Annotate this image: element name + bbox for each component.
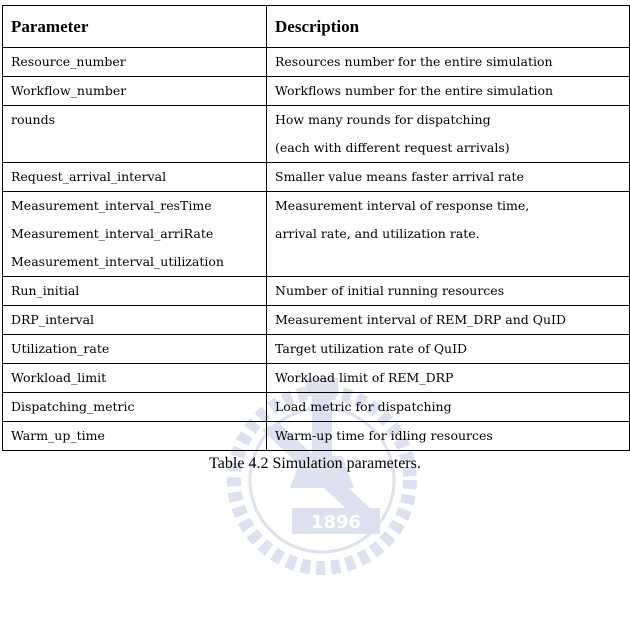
table-row xyxy=(3,77,630,106)
parameter-cell xyxy=(3,335,267,364)
description-cell-line: Workflows number for the entire simulation xyxy=(275,83,554,98)
description-cell-line: Warm-up time for idling resources xyxy=(275,428,493,443)
description-cell xyxy=(267,192,630,277)
description-cell xyxy=(267,48,630,77)
table-row xyxy=(3,163,630,192)
description-cell-line: Measurement interval of REM_DRP and QuID xyxy=(275,312,566,327)
description-cell-line: Workload limit of REM_DRP xyxy=(275,370,454,385)
parameter-cell-line: Workload_limit xyxy=(11,370,107,385)
table-caption: Table 4.2 Simulation parameters. xyxy=(209,455,421,472)
table-row xyxy=(3,422,630,451)
parameter-cell-line: Workflow_number xyxy=(11,83,127,98)
parameter-cell-line: Dispatching_metric xyxy=(11,399,135,414)
table-row xyxy=(3,306,630,335)
parameter-cell xyxy=(3,393,267,422)
parameter-cell xyxy=(3,163,267,192)
description-cell-line: Target utilization rate of QuID xyxy=(275,341,468,356)
table-row xyxy=(3,393,630,422)
parameter-cell-line: Resource_number xyxy=(11,54,126,69)
table-row xyxy=(3,364,630,393)
parameter-cell-line: Warm_up_time xyxy=(11,428,105,443)
description-cell-line: Resources number for the entire simulation xyxy=(275,54,553,69)
parameter-cell-line: Measurement_interval_utilization xyxy=(11,254,224,269)
description-cell-line: Smaller value means faster arrival rate xyxy=(275,169,524,184)
table-row xyxy=(3,48,630,77)
description-cell-line: Number of initial running resources xyxy=(275,283,505,298)
simulation-parameters-table xyxy=(2,5,630,451)
description-cell xyxy=(267,106,630,163)
description-cell-line: How many rounds for dispatching xyxy=(275,112,491,127)
table-row xyxy=(3,106,630,163)
parameter-cell-line: rounds xyxy=(11,112,56,127)
parameter-cell xyxy=(3,422,267,451)
parameter-cell-line: Measurement_interval_arriRate xyxy=(11,226,214,241)
parameter-cell xyxy=(3,364,267,393)
parameter-cell-line: Measurement_interval_resTime xyxy=(11,198,212,213)
parameter-cell-line: Utilization_rate xyxy=(11,341,110,356)
parameter-cell xyxy=(3,77,267,106)
description-cell xyxy=(267,277,630,306)
description-cell xyxy=(267,422,630,451)
parameter-cell-line: DRP_interval xyxy=(11,312,95,327)
parameter-cell xyxy=(3,192,267,277)
description-cell xyxy=(267,335,630,364)
description-cell xyxy=(267,393,630,422)
table-row xyxy=(3,192,630,277)
parameter-cell xyxy=(3,277,267,306)
header-description: Description xyxy=(267,6,630,48)
description-cell-line: (each with different request arrivals) xyxy=(275,140,510,155)
table-header-row xyxy=(3,6,630,48)
header-parameter: Parameter xyxy=(3,6,267,48)
watermark-year: 1896 xyxy=(310,512,362,533)
parameter-cell-line: Run_initial xyxy=(11,283,80,298)
parameter-cell xyxy=(3,106,267,163)
description-cell xyxy=(267,364,630,393)
table-row xyxy=(3,335,630,364)
parameter-cell-line: Request_arrival_interval xyxy=(11,169,167,184)
parameter-cell xyxy=(3,48,267,77)
description-cell xyxy=(267,77,630,106)
description-cell xyxy=(267,163,630,192)
description-cell xyxy=(267,306,630,335)
parameter-cell xyxy=(3,306,267,335)
description-cell-line: arrival rate, and utilization rate. xyxy=(275,226,480,241)
description-cell-line: Load metric for dispatching xyxy=(275,399,452,414)
table-row xyxy=(3,277,630,306)
description-cell-line: Measurement interval of response time, xyxy=(275,198,530,213)
